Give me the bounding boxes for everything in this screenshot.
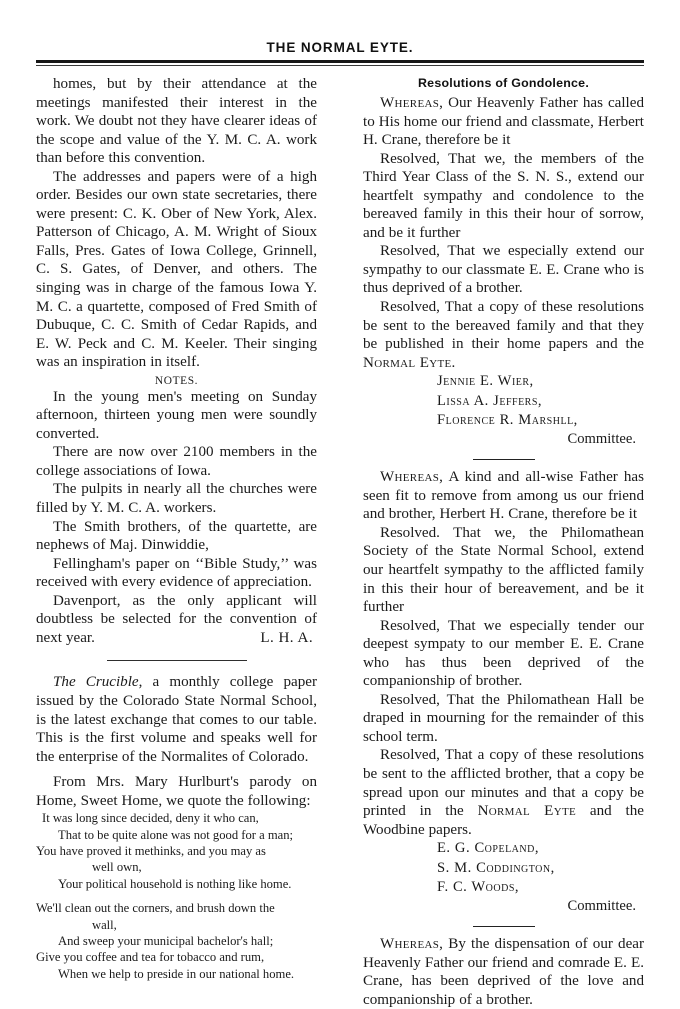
paragraph-gap [36, 766, 317, 773]
verse-stanza-one [36, 810, 317, 892]
note-paragraph: The Smith brothers, of the quartette, are nephews of Maj. Dinwiddie, [36, 518, 317, 554]
verse-line: wall, [92, 917, 117, 932]
resolved-clause: Resolved, That we especially extend our sympathy to our classmate E. E. Crane who is thus deprived of a brother. [363, 243, 644, 297]
verse-line: You have proved it methinks, and you may as [36, 844, 266, 859]
verse-line: We'll clean out the corners, and brush down the [36, 901, 275, 916]
paragraph: The addresses and papers were of a high order. Besides our own state secretaries, there were present: C. K. Ober of New York, Alex. Patterson of Chicago, A. M. Wright of Sioux Falls, Pres. Gates of Iowa College, Grinnell, C. S. Gates, of Denver, and others. The singing was in charge of the famous Iowa Y. M. C. a quartette, composed of Fred Smith of Dubuque, C. C. Smith of Cedar Rapids, and E. W. Peck and C. M. Keeler. Their singing was an inspiration in itself. [36, 168, 317, 371]
right-column [363, 75, 644, 1009]
verse-line: It was long since decided, deny it who can, [42, 811, 259, 826]
whereas-label: Whereas, [380, 95, 444, 111]
note-paragraph: Fellingham's paper on ‘‘Bible Study,’’ was received with every evidence of appreciation. [36, 555, 317, 591]
note-paragraph: Davenport, as the only applicant will doubtless be selected for the convention of next year. [36, 592, 317, 646]
notes-heading: NOTES. [154, 374, 199, 387]
resolved-clause: Resolved, That we especially tender our deepest sympaty to our member E. E. Crane who has thus been deprived of the companionship of brother. [363, 617, 644, 690]
paragraph: homes, but by their attendance at the meetings manifested their interest in the work. We doubt not they have clearer ideas of the scope and value of the Y. M. C. A. work than before this convention. [36, 76, 317, 167]
crucible-body: , a monthly college paper issued by the Colorado State Normal School, is the latest exchange that comes to our table. This is the first volume and speaks well for the enterprise of the Normalites of Colorado. [36, 674, 317, 765]
resolutions-heading: Resolutions of Gondolence. [417, 76, 590, 90]
clause-text-b: and the Woodbine papers. [363, 803, 644, 838]
note-paragraph: There are now over 2100 members in the college associations of Iowa. [36, 444, 317, 479]
committee-label: Committee. [567, 431, 636, 448]
whereas-text: By the dispensation of our dear Heavenly Father our friend and comrade E. E. Crane, has been deprived of the love and companionship of a brother. [363, 936, 644, 1008]
stanza-gap [36, 892, 317, 900]
verse-line: well own, [92, 860, 142, 875]
parody-intro: From Mrs. Mary Hurlburt's parody on Home, Sweet Home, we quote the following: [36, 774, 317, 809]
verse-line: When we help to preside in our national home. [58, 966, 295, 981]
signature-line: S. M. Coddington, [437, 859, 555, 876]
verse-line: Give you coffee and tea for tobacco and rum, [36, 950, 265, 965]
two-column-body [36, 66, 644, 1009]
whereas-paragraph [363, 94, 644, 150]
note-paragraph: In the young men's meeting on Sunday afternoon, thirteen young men were soundly converted. [36, 388, 317, 442]
running-head: THE NORMAL EYTE. [266, 40, 414, 55]
whereas-label: Whereas, [380, 469, 444, 486]
normal-eyte-mention: Normal Eyte [363, 354, 452, 371]
whereas-paragraph [363, 935, 644, 1009]
resolved-clause: Resolved, That the Philomathean Hall be draped in mourning for the remainder of this school term. [363, 691, 644, 745]
crucible-paragraph [36, 673, 317, 766]
signature-line: E. G. Copeland, [437, 840, 539, 857]
signature-line: Florence R. Marshll, [437, 412, 578, 429]
resolved-clause: Resolved. That we, the Philomathean Society of the State Normal School, extend our heartfelt sympathy to the afflicted family in this their hour of bereavement, and be it further [363, 524, 644, 616]
crucible-title: The Crucible [53, 674, 139, 691]
whereas-text: Our Heavenly Father has called to His home our friend and classmate, Herbert H. Crane, therefore be it [363, 95, 644, 149]
resolution-divider [473, 459, 535, 460]
resolution-divider [473, 926, 535, 927]
clause-text-a: Resolved, That a copy of these resolutions be sent to the bereaved family and that they be published in their home papers and the [363, 299, 644, 353]
header-rule-thick [36, 60, 644, 63]
signature-line: Lissa A. Jeffers, [437, 392, 543, 409]
verse-line: That to be quite alone was not good for a man; [58, 827, 294, 842]
verse-stanza-two [36, 900, 317, 982]
resolved-clause: Resolved, That we, the members of the Third Year Class of the S. N. S., extend our heartfelt sympathy and condolence to the bereaved family in this their hour of sorrow, and be it further [363, 150, 644, 241]
committee-label: Committee. [567, 898, 636, 915]
signature-line: F. C. Woods, [437, 878, 520, 895]
whereas-label: Whereas, [380, 936, 444, 953]
whereas-text: A kind and all-wise Father has seen fit to remove from among us our friend and brother, Herbert H. Crane, therefore be it [363, 469, 644, 523]
note-paragraph: The pulpits in nearly all the churches were filled by Y. M. C. A. workers. [36, 481, 317, 517]
clause-text-b: . [451, 354, 456, 371]
normal-eyte-mention: Normal Eyte [477, 803, 576, 820]
clause-text-a: Resolved, That a copy of these resolutions be sent to the afflicted brother, that a copy be spread upon our minutes and that a copy be printed in the [363, 747, 644, 820]
resolved-clause-final [363, 746, 644, 839]
notes-signature: L. H. A. [260, 629, 313, 646]
verse-line: And sweep your municipal bachelor's hall; [58, 934, 274, 949]
signature-line: Jennie E. Wier, [437, 373, 534, 390]
resolved-clause-final [363, 298, 644, 372]
whereas-paragraph [363, 468, 644, 524]
verse-line: Your political household is nothing like home. [58, 876, 292, 891]
left-column [36, 75, 317, 982]
section-divider [107, 660, 247, 661]
